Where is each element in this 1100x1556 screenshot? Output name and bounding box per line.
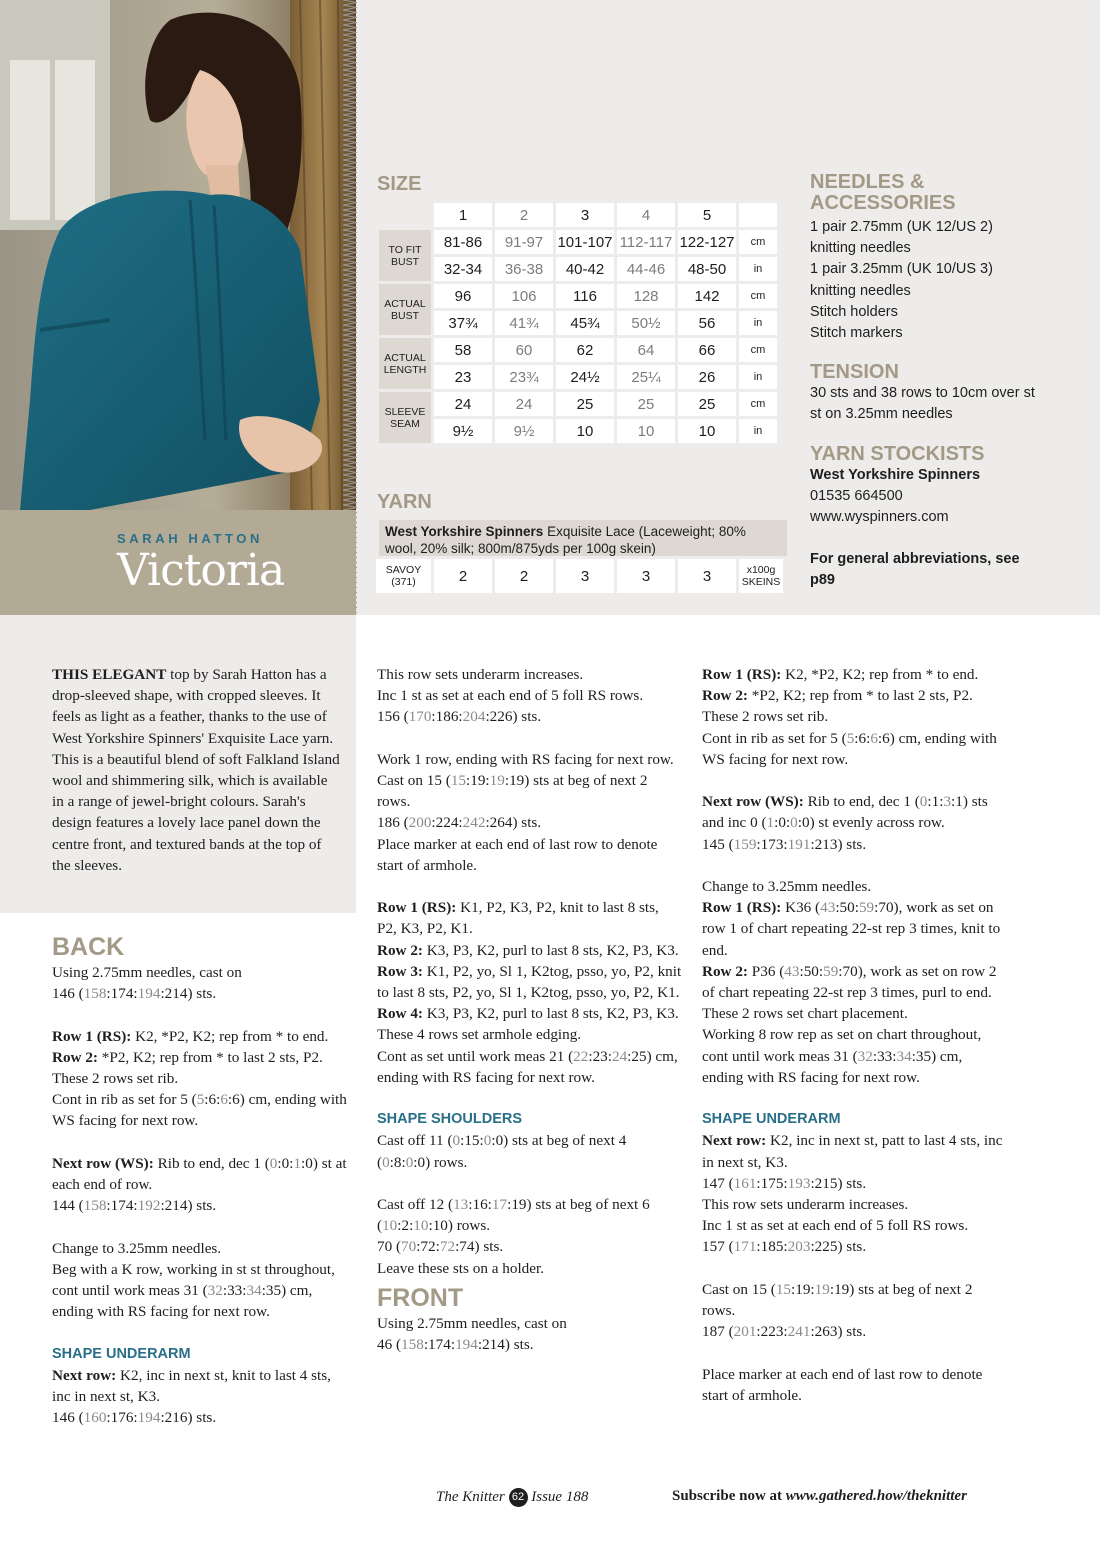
size-heading: SIZE [377, 173, 422, 195]
size-cell: 4 [617, 203, 675, 227]
yarn-quantity-row [376, 559, 783, 593]
needle-item: 1 pair 3.25mm (UK 10/US 3) knitting needles [810, 261, 993, 299]
row-label: TO FIT BUST [379, 230, 431, 281]
stockist-name: West Yorkshire Spinners [810, 466, 981, 483]
subscribe-url: www.gathered.how/theknitter [785, 1488, 967, 1504]
needles-heading: NEEDLES & ACCESSORIES [810, 171, 956, 214]
needle-item: Stitch markers [810, 325, 903, 342]
yarn-description [379, 520, 787, 556]
shade-label: SAVOY (371) [376, 559, 431, 593]
column-1: BACK Using 2.75mm needles, cast on 146 (158:174:194:214) sts. Row 1 (RS): K2, *P2, K2; rep from * to end. Row 2: *P2, K2; rep from * to last 2 sts, P2. These 2 rows set rib. Cont in rib as set for 5 (5:6:6:6) cm, ending with WS facing for next row. Next row (WS): Rib to end, dec 1 (0:0:1:0) st at each end of row. 144 (158:174:192:214) sts. Change to 3.25mm needles. Beg with a K row, working in st st throughout, cont until work meas 31 (32:33:34:35) cm, ending with RS facing for next row. SHAPE UNDERARM Next row: K2, inc in next st, knit to last 4 sts, inc in next st, K3. 146 (160:176:194:216) sts. [52, 930, 352, 1428]
materials-column [810, 172, 1040, 592]
yarn-qty: 3 [617, 559, 675, 593]
size-cell: 5 [678, 203, 736, 227]
issue-number: Issue 188 [531, 1489, 589, 1505]
size-cell: 3 [556, 203, 614, 227]
yarn-heading: YARN [377, 491, 432, 513]
abbreviations-note: For general abbreviations, see p89 [810, 551, 1020, 589]
intro-text [52, 664, 342, 876]
yarn-qty: 3 [678, 559, 736, 593]
column-3: Row 1 (RS): K2, *P2, K2; rep from * to end. Row 2: *P2, K2; rep from * to last 2 sts, P2. These 2 rows set rib. Cont in rib as set for 5 (5:6:6:6) cm, ending with WS facing for next row. Next row (WS): Rib to end, dec 1 (0:1:3:1) sts and inc 0 (1:0:0:0) st evenly across row. 145 (159:173:191:213) sts. Change to 3.25mm needles. Row 1 (RS): K36 (43:50:59:70), work as set on row 1 of chart repeating 22-st rep 3 times, knit to end. Row 2: P36 (43:50:59:70), work as set on row 2 of chart repeating 22-st rep 3 times, purl to end. These 2 rows set chart placement. Working 8 row rep as set on chart throughout, cont until work meas 31 (32:33:34:35) cm, ending with RS facing for next row. SHAPE UNDERARM Next row: K2, inc in next st, patt to last 4 sts, inc in next st, K3. 147 (161:175:193:215) sts. This row sets underarm increases. Inc 1 st as set at each end of 5 foll RS rows. 157 (171:185:203:225) sts. Cast on 15 (15:19:19:19) sts at beg of next 2 rows. 187 (201:223:241:263) sts. Place marker at each end of last row to denote start of armhole. [702, 664, 1007, 1406]
model-photo [0, 0, 356, 510]
footer-issue [436, 1488, 588, 1507]
yarn-brand: West Yorkshire Spinners [385, 524, 544, 539]
yarn-qty: 2 [495, 559, 553, 593]
yarn-unit: x100g SKEINS [739, 559, 783, 593]
column-2: This row sets underarm increases. Inc 1 st as set at each end of 5 foll RS rows. 156 (170:186:204:226) sts. Work 1 row, ending with RS facing for next row. Cast on 15 (15:19:19:19) sts at beg of next 2 rows. 186 (200:224:242:264) sts. Place marker at each end of last row to denote start of armhole. Row 1 (RS): K1, P2, K3, P2, knit to last 8 sts, P2, K3, P2, K1. Row 2: K3, P3, K2, purl to last 8 sts, K2, P3, K3. Row 3: K1, P2, yo, Sl 1, K2tog, psso, yo, P2, knit to last 8 sts, P2, yo, Sl 1, K2tog, psso, yo, P2, K1. Row 4: K3, P3, K2, purl to last 8 sts, K2, P3, K3. These 4 rows set armhole edging. Cont as set until work meas 21 (22:23:24:25) cm, ending with RS facing for next row. SHAPE SHOULDERS Cast off 11 (0:15:0:0) sts at beg of next 4 (0:8:0:0) rows. Cast off 12 (13:16:17:19) sts at beg of next 6 (10:2:10:10) rows. 70 (70:72:72:74) sts. Leave these sts on a holder. FRONT Using 2.75mm needles, cast on 46 (158:174:194:214) sts. [377, 666, 682, 1354]
back-heading: BACK [52, 933, 125, 961]
size-table: 1 2 3 4 5 TO FIT BUST 81-86 91-97 101-107 112-117 122-127 cm 32-34 36-38 40-42 44-46 48-50 in ACTUAL BUST 96 106 116 128 142 cm 37¾ 41¾ 45¾ 50½ 56 in ACTUAL LENGTH 58 60 62 64 66 cm 23 23¾ 24½ 25¼ 26 in SLEEVE SEAM 24 24 25 25 25 cm 9½ 9½ 10 10 10 in [376, 200, 780, 446]
stockist-web: www.wyspinners.com [810, 509, 949, 526]
magazine-name: The Knitter [436, 1489, 505, 1505]
tension-heading: TENSION [810, 361, 899, 384]
shape-shoulders-heading: SHAPE SHOULDERS [377, 1111, 523, 1128]
subscribe-text: Subscribe now at [672, 1488, 786, 1504]
designer-name: SARAH HATTON [117, 531, 263, 546]
size-cell: 2 [495, 203, 553, 227]
shape-underarm-heading: SHAPE UNDERARM [52, 1345, 191, 1362]
pattern-title: Victoria [117, 545, 285, 596]
needle-item: Stitch holders [810, 303, 898, 320]
size-cell: 1 [434, 203, 492, 227]
front-heading: FRONT [377, 1283, 464, 1312]
yarn-qty: 3 [556, 559, 614, 593]
stockist-phone: 01535 664500 [810, 487, 903, 504]
yarn-desc: Exquisite Lace (Laceweight; 80% wool, 20% silk; 800m/875yds per 100g skein) [385, 524, 746, 556]
row-label: ACTUAL BUST [379, 284, 431, 335]
shape-underarm-heading-2: SHAPE UNDERARM [702, 1111, 841, 1128]
footer-subscribe [672, 1488, 967, 1505]
intro-lead: THIS ELEGANT [52, 666, 167, 683]
size-header-row [379, 203, 777, 227]
row-label: SLEEVE SEAM [379, 392, 431, 443]
stockists-heading: YARN STOCKISTS [810, 442, 985, 465]
page-number: 62 [509, 1488, 528, 1507]
intro-body: top by Sarah Hatton has a drop-sleeved shape, with cropped sleeves. It feels as light as a feather, thanks to the use of West Yorkshire Spinners' Exquisite Lace yarn. This is a beautiful blend of soft Falkland Island wool and shimmering silk, which is available in a range of jewel-bright colours. Sarah's design features a lovely lace panel down the centre front, and textured bands at the top of the sleeves. [52, 666, 340, 874]
yarn-qty: 2 [434, 559, 492, 593]
tension-text: 30 sts and 38 rows to 10cm over st st on 3.25mm needles [810, 385, 1035, 423]
needle-item: 1 pair 2.75mm (UK 12/US 2) knitting needles [810, 219, 993, 257]
row-label: ACTUAL LENGTH [379, 338, 431, 389]
